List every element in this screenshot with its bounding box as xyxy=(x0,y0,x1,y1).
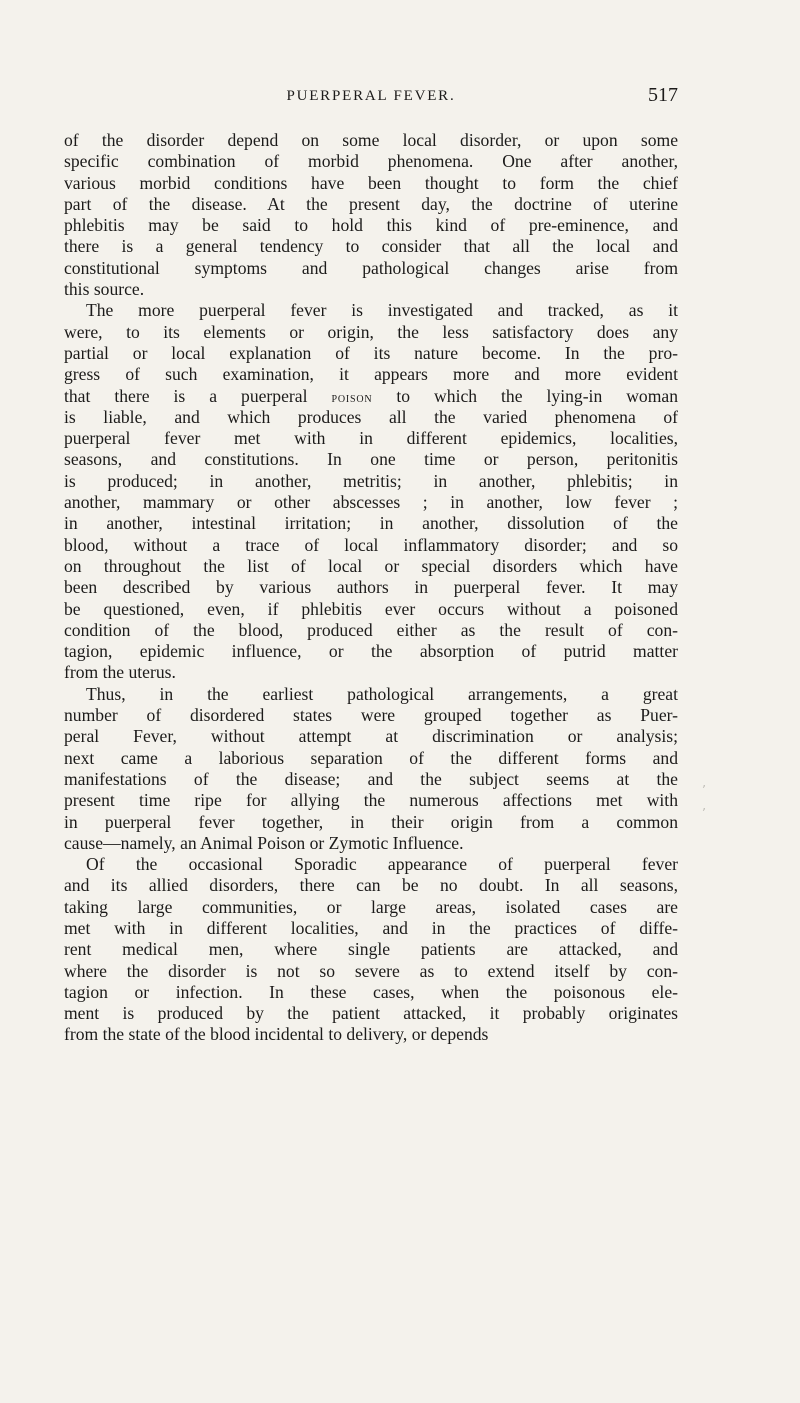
margin-bleed-mark: ’ xyxy=(702,783,706,797)
running-head: PUERPERAL FEVER. xyxy=(286,88,456,104)
text-line: be questioned, even, if phlebitis ever occurs without a poisoned xyxy=(64,598,678,619)
text-line: constitutional symptoms and pathological changes arise from xyxy=(64,257,678,278)
text-line: ment is produced by the patient attacked, it probably originates xyxy=(64,1003,678,1024)
paragraph-4 xyxy=(64,854,678,1046)
text-line: specific combination of morbid phenomena. One after another, xyxy=(64,151,678,172)
text-line-tail: to which the lying-in woman xyxy=(396,385,678,406)
text-line: phlebitis may be said to hold this kind of pre-eminence, and xyxy=(64,215,678,236)
text-line: from the uterus. xyxy=(64,662,176,683)
paragraph-1 xyxy=(64,130,678,300)
text-line: and its allied disorders, there can be no doubt. In all seasons, xyxy=(64,875,678,896)
text-line: is produced; in another, metritis; in another, phlebitis; in xyxy=(64,470,678,491)
text-line: tagion, epidemic influence, or the absorption of putrid matter xyxy=(64,641,678,662)
text-line: manifestations of the disease; and the subject seems at the xyxy=(64,768,678,789)
text-line: met with in different localities, and in the practices of diffe- xyxy=(64,917,678,938)
paragraph-2 xyxy=(64,300,678,683)
text-line: there is a general tendency to consider that all the local and xyxy=(64,236,678,257)
text-line: been described by various authors in puerperal fever. It may xyxy=(64,577,678,598)
body-text xyxy=(64,130,678,1046)
text-line: condition of the blood, produced either as the result of con- xyxy=(64,619,678,640)
text-line: in puerperal fever together, in their origin from a common xyxy=(64,811,678,832)
text-line: Thus, in the earliest pathological arrangements, a great xyxy=(86,683,678,704)
text-line: is liable, and which produces all the varied phenomena of xyxy=(64,406,678,427)
text-line: taking large communities, or large areas, isolated cases are xyxy=(64,896,678,917)
text-line: in another, intestinal irritation; in another, dissolution of the xyxy=(64,513,678,534)
margin-bleed-mark: ’ xyxy=(702,806,706,820)
text-line: gress of such examination, it appears more and more evident xyxy=(64,364,678,385)
text-line: part of the disease. At the present day, the doctrine of uterine xyxy=(64,193,678,214)
text-line: of the disorder depend on some local disorder, or upon some xyxy=(64,130,678,150)
text-line: Of the occasional Sporadic appearance of puerperal fever xyxy=(86,854,678,875)
text-line: peral Fever, without attempt at discrimination or analysis; xyxy=(64,726,678,747)
text-line: tagion or infection. In these cases, when the poisonous ele- xyxy=(64,981,678,1002)
text-line: blood, without a trace of local inflammatory disorder; and so xyxy=(64,534,678,555)
text-line: on throughout the list of local or special disorders which have xyxy=(64,555,678,576)
text-line: were, to its elements or origin, the less satisfactory does any xyxy=(64,321,678,342)
text-line: this source. xyxy=(64,279,145,300)
text-line: another, mammary or other abscesses ; in another, low fever ; xyxy=(64,492,678,513)
text-line: puerperal fever met with in different epidemics, localities, xyxy=(64,428,678,449)
text-line: The more puerperal fever is investigated and tracked, as it xyxy=(86,300,678,321)
text-line: rent medical men, where single patients are attacked, and xyxy=(64,939,678,960)
text-line: present time ripe for allying the numerous affections met with xyxy=(64,790,678,811)
text-line: seasons, and constitutions. In one time or person, peritonitis xyxy=(64,449,678,470)
text-line: number of disordered states were grouped together as Puer- xyxy=(64,705,678,726)
text-line-with-smallcaps xyxy=(64,386,678,407)
smallcaps-word: poison xyxy=(331,390,373,406)
text-line: various morbid conditions have been thought to form the chief xyxy=(64,172,678,193)
text-line: from the state of the blood incidental to delivery, or depends xyxy=(64,1024,489,1045)
text-line: where the disorder is not so severe as to extend itself by con- xyxy=(64,960,678,981)
page-header xyxy=(64,84,678,118)
paragraph-3 xyxy=(64,684,678,854)
text-line-head: that there is a puerperal xyxy=(64,385,308,406)
page-number: 517 xyxy=(648,84,678,106)
text-line: next came a laborious separation of the different forms and xyxy=(64,747,678,768)
text-line: cause—namely, an Animal Poison or Zymotic Influence. xyxy=(64,832,464,853)
text-line: partial or local explanation of its nature become. In the pro- xyxy=(64,342,678,363)
